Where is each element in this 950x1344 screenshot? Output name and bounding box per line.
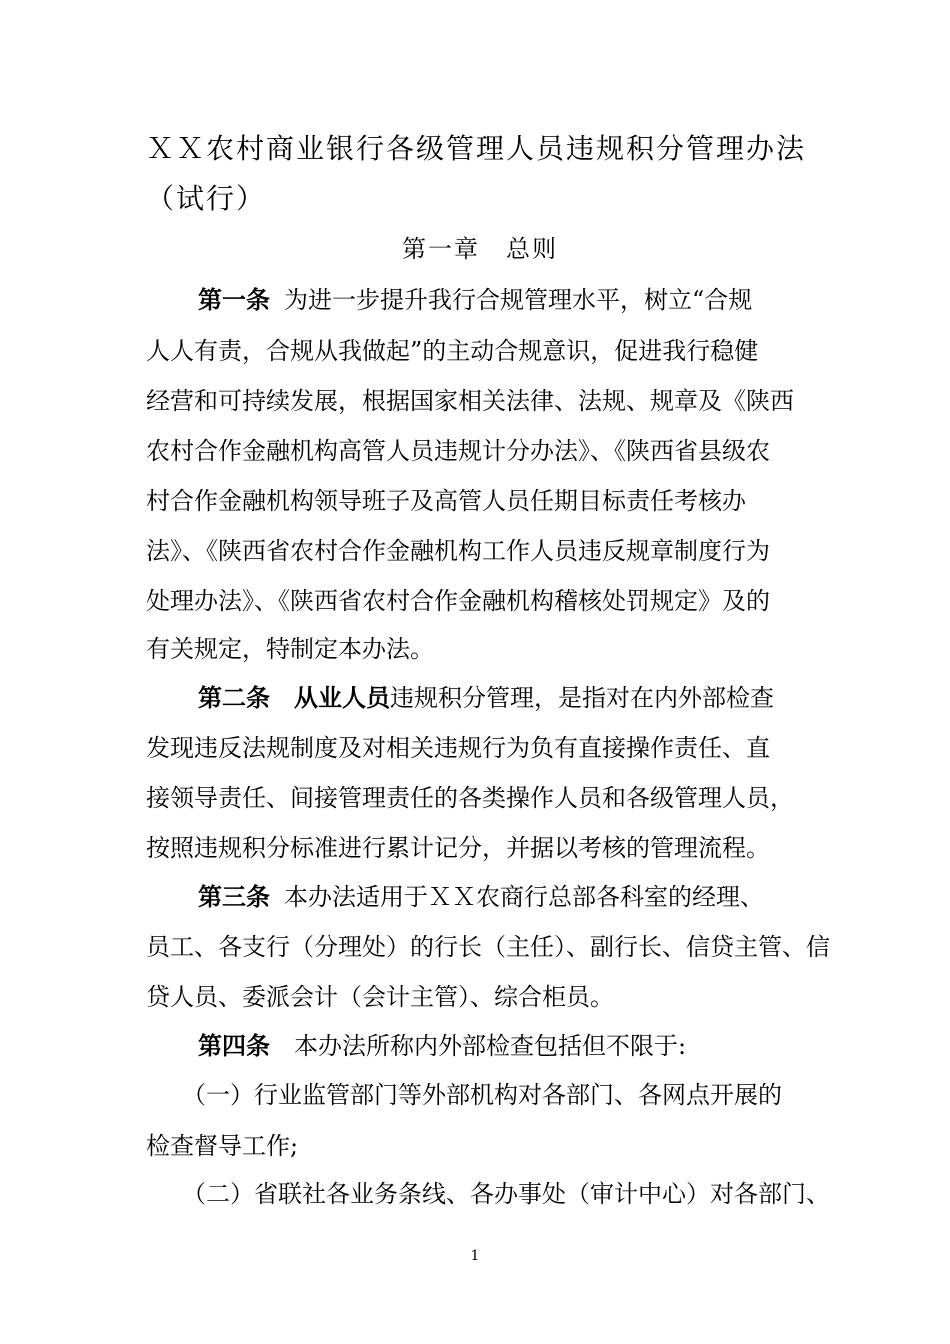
item-1-line-1: （一）行业监管部门等外部机构对各部门、各网点开展的 <box>182 1081 782 1109</box>
document-title-line-2: （试行） <box>146 182 267 215</box>
article-1-line-2: 人人有责，合规从我做起”的主动合规意识，促进我行稳健 <box>146 337 759 365</box>
article-1-line-6: 法》、《陕西省农村合作金融机构工作人员违反规章制度行为 <box>146 537 770 565</box>
article-3-first-line <box>198 882 866 912</box>
article-1-line-3: 经营和可持续发展，根据国家相关法律、法规、规章及《陕西 <box>146 387 794 415</box>
page-number: 1 <box>470 1248 480 1264</box>
article-1-line-5: 村合作金融机构领导班子及高管人员任期目标责任考核办 <box>146 487 746 515</box>
article-2-line-1: 违规积分管理，是指对在内外部检查 <box>390 684 774 712</box>
article-3-line-3: 贷人员、委派会计（会计主管）、综合柜员。 <box>146 983 614 1011</box>
article-1-line-4: 农村合作金融机构高管人员违规计分办法》、《陕西省县级农 <box>146 437 770 465</box>
article-4-first-line <box>198 1031 866 1061</box>
article-1-line-7: 处理办法》、《陕西省农村合作金融机构稽核处罚规定》及的 <box>146 587 770 615</box>
article-4-line-1: 本办法所称内外部检查包括但不限于: <box>294 1032 687 1060</box>
article-1-line-8: 有关规定，特制定本办法。 <box>146 635 434 663</box>
article-2-label: 第二条 <box>198 684 270 712</box>
article-1-label: 第一条 <box>198 286 270 314</box>
article-2-first-line <box>198 683 866 713</box>
article-3-line-1: 本办法适用于ＸＸ农商行总部各科室的经理、 <box>284 883 764 911</box>
article-2-line-2: 发现违反法规制度及对相关违规行为负有直接操作责任、直 <box>146 734 770 762</box>
article-3-line-2: 员工、各支行（分理处）的行长（主任）、副行长、信贷主管、信 <box>146 933 830 961</box>
article-4-label: 第四条 <box>198 1032 270 1060</box>
article-2-line-3: 接领导责任、间接管理责任的各类操作人员和各级管理人员， <box>146 784 794 812</box>
article-1-line-1: 为进一步提升我行合规管理水平，树立“合规 <box>284 286 753 314</box>
article-2-bold-phrase: 从业人员 <box>294 684 390 712</box>
article-1-first-line <box>198 285 866 315</box>
item-1-line-2: 检查督导工作; <box>146 1132 299 1160</box>
document-title-line-1: ＸＸ农村商业银行各级管理人员违规积分管理办法 <box>146 132 807 165</box>
item-2-line-1: （二）省联社各业务条线、各办事处（审计中心）对各部门、 <box>182 1180 830 1208</box>
article-2-line-4: 按照违规积分标准进行累计记分，并据以考核的管理流程。 <box>146 834 770 862</box>
article-3-label: 第三条 <box>198 883 270 911</box>
chapter-heading: 第一章 总则 <box>402 235 558 263</box>
